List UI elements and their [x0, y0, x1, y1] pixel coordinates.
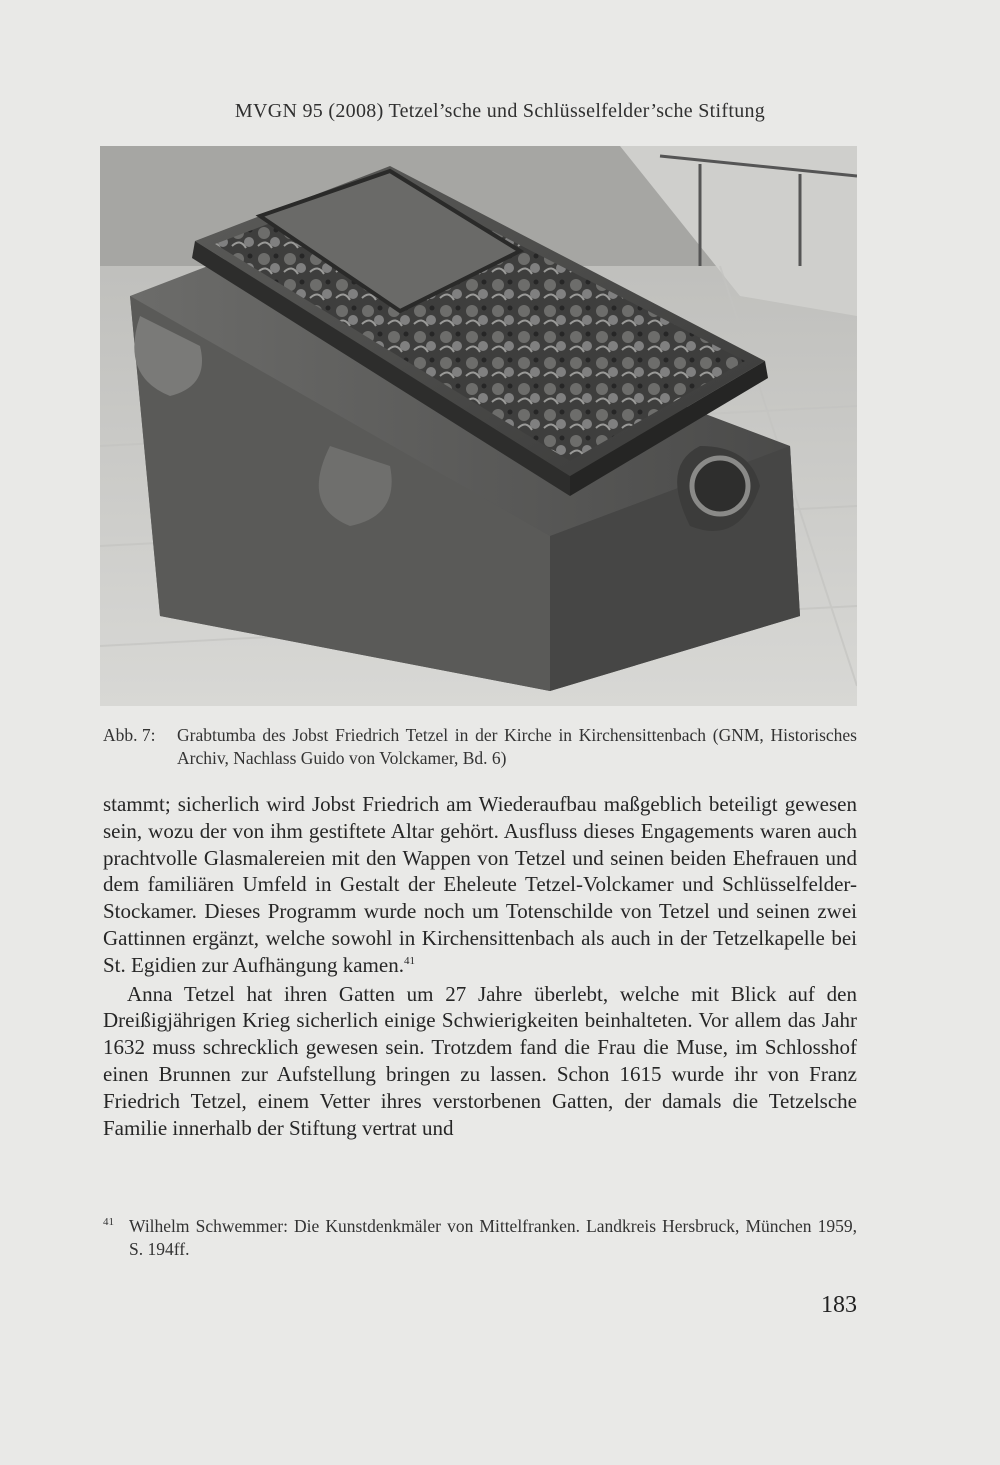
paragraph-1-text: stammt; sicherlich wird Jobst Friedrich am Wiederaufbau maßgeblich beteiligt gewesen sein, wozu der von ihm gestiftete Altar gehört. Ausfluss dieses Engagements waren auch prachtvolle Glasmalereien mit den Wappen von Tetzel und seinen beiden Ehefrauen und dem familiären Umfeld in Gestalt der Eheleute Tetzel-Volckamer und Schlüsselfelder-Stockamer. Dieses Programm wurde noch um Totenschilde von Tetzel und seinen zwei Gattinnen ergänzt, welche sowohl in Kirchensittenbach als auch in der Tetzelkapelle bei St. Egidien zur Aufhängung kamen.: [103, 792, 857, 977]
running-head: MVGN 95 (2008) Tetzel’sche und Schlüsselfelder’sche Stiftung: [234, 100, 766, 122]
footnote-reference: 41: [403, 954, 415, 967]
caption-text: Grabtumba des Jobst Friedrich Tetzel in der Kirche in Kirchensittenbach (GNM, Historisches Archiv, Nachlass Guido von Volckamer, Bd. 6): [177, 725, 857, 768]
caption-label: Abb. 7:: [103, 725, 156, 745]
footnote: [103, 1215, 857, 1261]
footnote-text: Wilhelm Schwemmer: Die Kunstdenkmäler von Mittelfranken. Landkreis Hersbruck, München 1959, S. 194ff.: [129, 1216, 857, 1259]
page-number: 183: [821, 1292, 857, 1318]
figure-caption: [103, 724, 857, 770]
paragraph-1: [103, 791, 857, 979]
figure-photo-tomb: [100, 146, 857, 706]
tomb-photograph: [100, 146, 857, 706]
paragraph-2: Anna Tetzel hat ihren Gatten um 27 Jahre überlebt, welche mit Blick auf den Dreißigjährigen Krieg sicherlich einige Schwierigkeiten beinhalteten. Vor allem das Jahr 1632 muss schrecklich gewesen sein. Trotzdem fand die Frau die Muse, im Schlosshof einen Brunnen zur Aufstellung bringen zu lassen. Schon 1615 wurde ihr von Franz Friedrich Tetzel, einem Vetter ihres verstorbenen Gatten, der damals die Tetzelsche Familie innerhalb der Stiftung vertrat und: [103, 981, 857, 1140]
footnote-number: 41: [103, 1216, 114, 1228]
body-text: [103, 791, 857, 1141]
